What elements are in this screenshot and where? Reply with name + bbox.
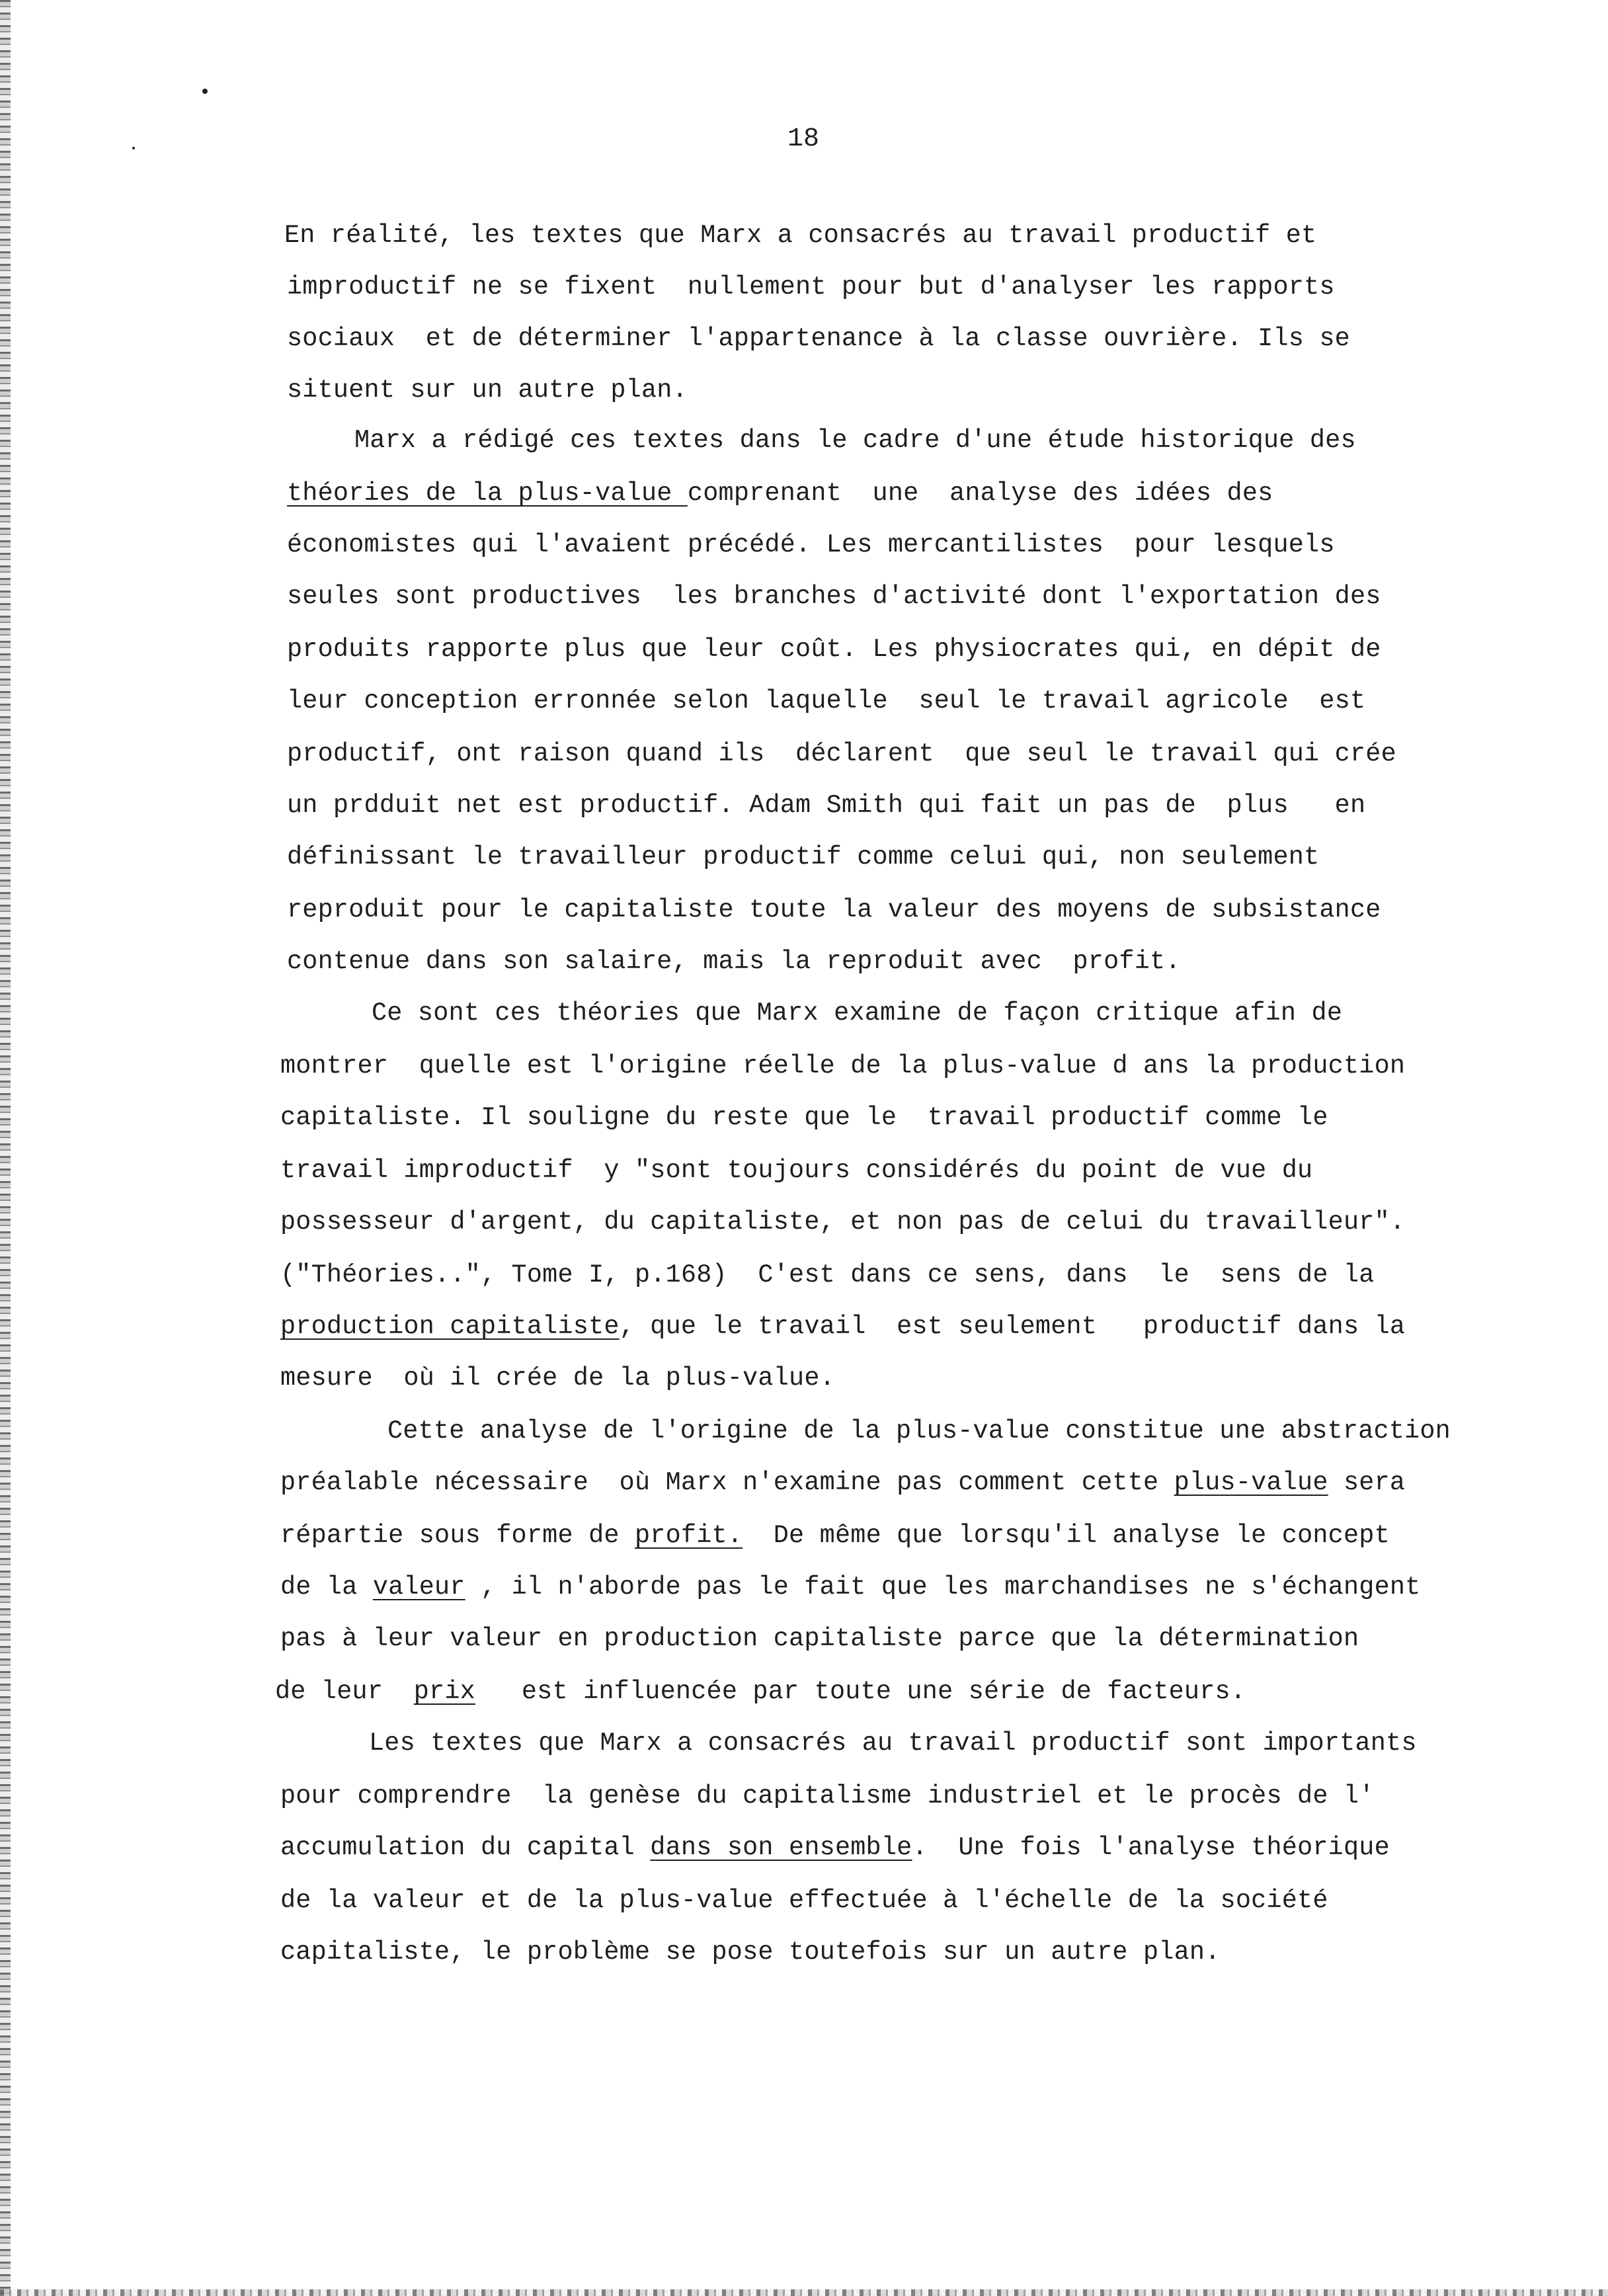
- text-line: seules sont productives les branches d'activité dont l'exportation des: [287, 582, 1381, 611]
- text-line: sociaux et de déterminer l'appartenance à la classe ouvrière. Ils se: [287, 324, 1350, 353]
- text-run: répartie sous forme de: [280, 1521, 635, 1550]
- text-run: de leur: [275, 1677, 414, 1706]
- text-line: [280, 1465, 1405, 1500]
- text-run: est influencée par toute une série de facteurs.: [475, 1677, 1246, 1706]
- text-line: situent sur un autre plan.: [287, 376, 688, 405]
- text-run: comprenant une analyse des idées des: [687, 479, 1273, 508]
- text-line: Les textes que Marx a consacrés au travail productif sont importants: [369, 1729, 1417, 1758]
- text-run: préalable nécessaire où Marx n'examine pas comment cette: [280, 1468, 1174, 1497]
- text-run: , il n'aborde pas le fait que les marchandises ne s'échangent: [465, 1573, 1421, 1602]
- text-line: pas à leur valeur en production capitaliste parce que la détermination: [280, 1624, 1359, 1653]
- text-run: accumulation du capital: [280, 1833, 651, 1862]
- text-line: mesure où il crée de la plus-value.: [280, 1364, 835, 1393]
- text-line: capitaliste, le problème se pose toutefois sur un autre plan.: [280, 1938, 1221, 1967]
- text-line: leur conception erronnée selon laquelle seul le travail agricole est: [287, 686, 1366, 716]
- text-line: possesseur d'argent, du capitaliste, et non pas de celui du travailleur".: [280, 1208, 1406, 1237]
- underlined-phrase: prix: [413, 1677, 475, 1706]
- text-line: [275, 1674, 1246, 1709]
- text-line: ("Théories..", Tome I, p.168) C'est dans ce sens, dans le sens de la: [280, 1260, 1375, 1290]
- underlined-phrase: valeur: [372, 1573, 465, 1602]
- underlined-phrase: production capitaliste: [280, 1312, 620, 1341]
- underlined-phrase: profit.: [635, 1521, 743, 1550]
- page-number: 18: [787, 124, 819, 154]
- text-line: En réalité, les textes que Marx a consacrés au travail productif et: [284, 221, 1317, 250]
- text-line: capitaliste. Il souligne du reste que le travail productif comme le: [280, 1103, 1328, 1132]
- text-line: reproduit pour le capitaliste toute la valeur des moyens de subsistance: [287, 895, 1381, 924]
- text-run: , que le travail est seulement productif dans la: [619, 1312, 1406, 1341]
- underlined-phrase: théories de la plus-value: [287, 479, 688, 508]
- text-line: Marx a rédigé ces textes dans le cadre d'une étude historique des: [354, 426, 1356, 455]
- text-line: [287, 476, 1273, 511]
- text-line: travail improductif y "sont toujours considérés du point de vue du: [280, 1156, 1313, 1185]
- text-line: définissant le travailleur productif comme celui qui, non seulement: [287, 842, 1320, 872]
- text-line: produits rapporte plus que leur coût. Les physiocrates qui, en dépit de: [287, 635, 1381, 664]
- text-line: montrer quelle est l'origine réelle de la plus-value d ans la production: [280, 1051, 1406, 1081]
- text-run: . Une fois l'analyse théorique: [912, 1833, 1390, 1862]
- text-run: sera: [1328, 1468, 1406, 1497]
- text-run: De même que lorsqu'il analyse le concept: [743, 1521, 1390, 1550]
- text-line: contenue dans son salaire, mais la reproduit avec profit.: [287, 947, 1181, 976]
- text-line: productif, ont raison quand ils déclarent que seul le travail qui crée: [287, 739, 1396, 768]
- text-line: [280, 1570, 1421, 1604]
- text-run: de la: [280, 1573, 373, 1602]
- text-line: [280, 1518, 1390, 1553]
- text-line: [280, 1309, 1405, 1344]
- text-line: économistes qui l'avaient précédé. Les mercantilistes pour lesquels: [287, 530, 1335, 559]
- text-line: improductif ne se fixent nullement pour but d'analyser les rapports: [287, 272, 1335, 302]
- underlined-phrase: dans son ensemble: [650, 1833, 912, 1862]
- text-line: [280, 1830, 1390, 1865]
- text-line: pour comprendre la genèse du capitalisme industriel et le procès de l': [280, 1782, 1375, 1811]
- text-line: de la valeur et de la plus-value effectuée à l'échelle de la société: [280, 1886, 1328, 1915]
- text-line: Cette analyse de l'origine de la plus-value constitue une abstraction: [387, 1416, 1451, 1446]
- text-line: un prdduit net est productif. Adam Smith qui fait un pas de plus en: [287, 791, 1366, 820]
- underlined-phrase: plus-value: [1174, 1468, 1328, 1497]
- text-line: Ce sont ces théories que Marx examine de façon critique afin de: [372, 999, 1343, 1028]
